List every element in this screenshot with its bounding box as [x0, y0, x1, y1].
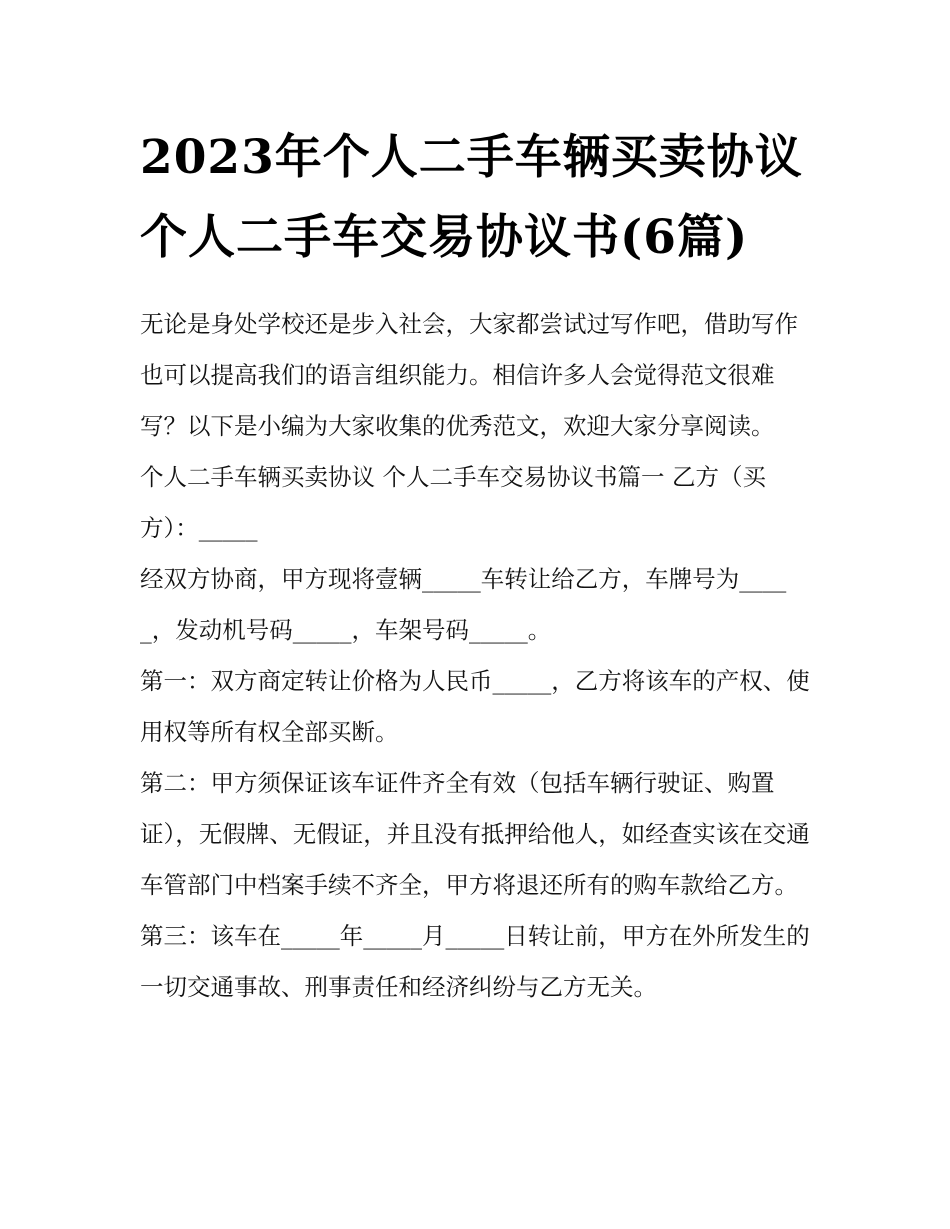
clause-three-paragraph: 第三：该车在_____年_____月_____日转让前，甲方在外所发生的一切交通事故、刑事责任和经济纠纷与乙方无关。 — [140, 922, 810, 1001]
title-line: 个人二手车交易协议书(6篇) — [140, 210, 749, 265]
document-title — [140, 118, 812, 278]
agreement-paragraph: 经双方协商，甲方现将壹辆_____车转让给乙方，车牌号为_____，发动机号码_____，车架号码_____。 — [140, 565, 787, 644]
intro-paragraph: 无论是身处学校还是步入社会，大家都尝试过写作吧，借助写作也可以提高我们的语言组织能力。相信许多人会觉得范文很难写？以下是小编为大家收集的优秀范文，欢迎大家分享阅读。 — [140, 310, 798, 440]
document-body — [140, 299, 812, 1013]
clause-one-paragraph: 第一：双方商定转让价格为人民币_____，乙方将该车的产权、使用权等所有权全部买断。 — [140, 667, 810, 746]
document-content — [140, 118, 812, 1013]
section-heading-paragraph: 个人二手车辆买卖协议 个人二手车交易协议书篇一 乙方（买方）：_____ — [140, 463, 766, 542]
clause-two-paragraph: 第二：甲方须保证该车证件齐全有效（包括车辆行驶证、购置证），无假牌、无假证，并且没有抵押给他人，如经查实该在交通车管部门中档案手续不齐全，甲方将退还所有的购车款给乙方。 — [140, 769, 810, 899]
title-line: 2023年个人二手车辆买卖协议 — [140, 130, 803, 185]
